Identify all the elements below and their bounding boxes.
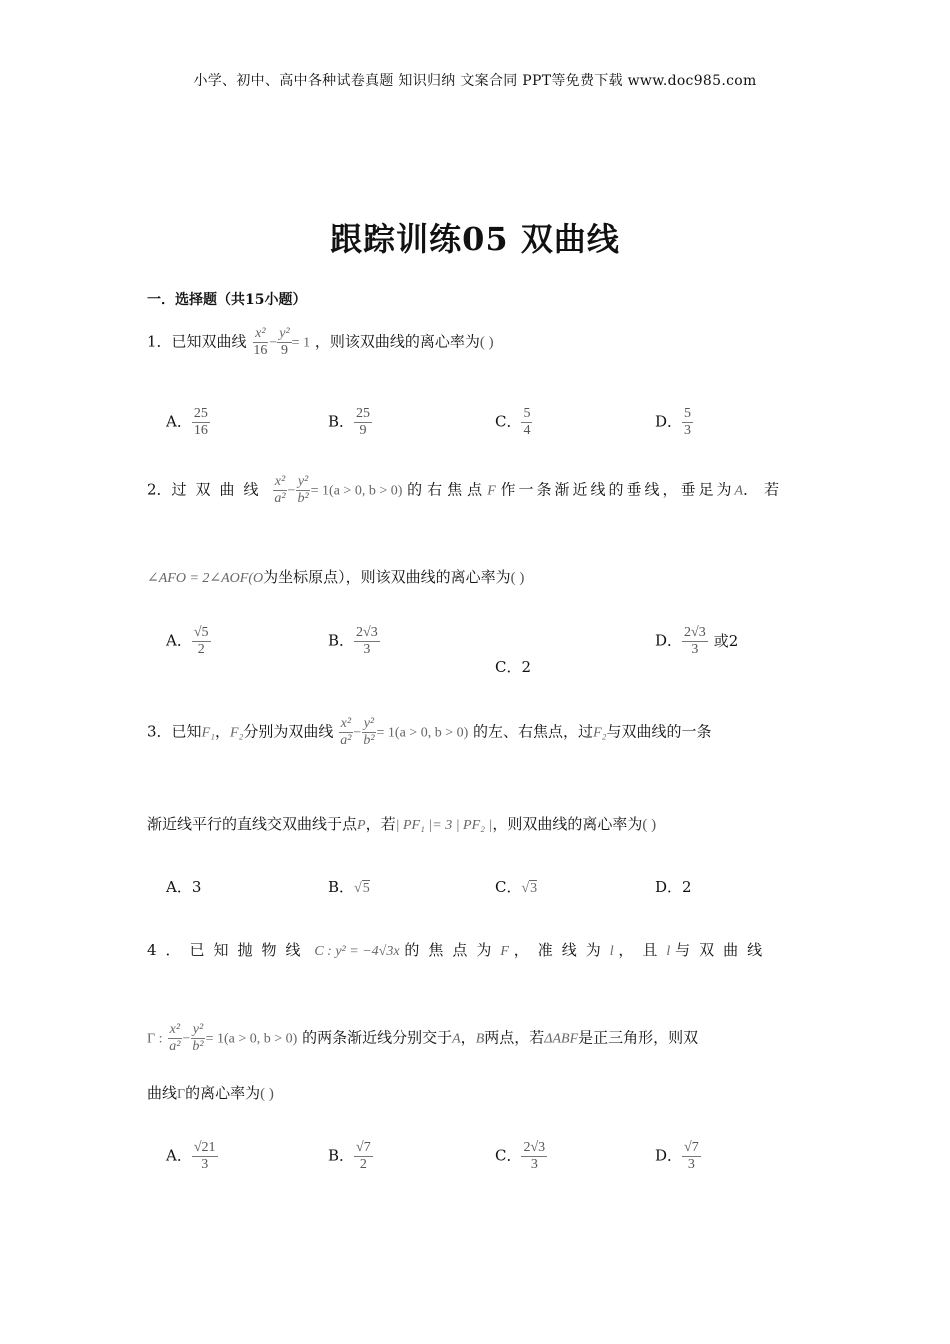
formula-x-fraction: $\frac{\text{x²}}{16}$ xyxy=(253,326,268,358)
question-number: 1． xyxy=(147,332,172,351)
question-1-stem: 1．已知双曲线 $\frac{\text{x²}}{16}$ − $\frac{\text{y²}}{9}$ = 1 ，则该双曲线的离心率为( ) xyxy=(147,326,494,358)
page-header: 小学、初中、高中各种试卷真题 知识归纳 文案合同 PPT等免费下载 www.doc985.com xyxy=(193,73,757,89)
q4-option-d[interactable]: D． $\frac{√7}{3}$ xyxy=(655,1140,699,1172)
question-number: 4． xyxy=(147,941,190,959)
q1-option-c[interactable]: C． $\frac{5}{4}$ xyxy=(495,406,531,438)
formula-y-fraction: $\frac{\text{y²}}{9}$ xyxy=(279,326,290,358)
q3-option-a[interactable]: A．3 xyxy=(166,878,202,896)
question-4-stem-line1: 4．已知抛物线 C : y² = −4√3x 的焦点为F ，准线为l ，且l 与双曲线 xyxy=(147,941,772,959)
question-2-stem-line1: 2．过双曲线 $\frac{\text{x²}}{\text{a²}}$ − $\frac{\text{y²}}{\text{b²}}$ = 1(a > 0, b > 0) 的右焦点F 作一条渐近线的垂线，垂足为A．若 xyxy=(147,474,786,506)
q2-option-d[interactable]: D． $\frac{2√3}{3}$ 或2 xyxy=(655,625,739,657)
question-number: 2． xyxy=(147,480,172,499)
answer-blank: ( ) xyxy=(479,334,494,351)
q4-option-b[interactable]: B． $\frac{√7}{2}$ xyxy=(328,1140,371,1172)
q1-option-b[interactable]: B． $\frac{25}{9}$ xyxy=(328,406,371,438)
q1-option-a[interactable]: A． $\frac{25}{16}$ xyxy=(166,406,208,438)
question-3-stem-line2: 渐近线平行的直线交双曲线于点P，若| PF₁ |= 3 | PF₂ |，则双曲线的离心率为( ) xyxy=(147,815,657,833)
q3-option-c[interactable]: C．√3 xyxy=(495,878,538,896)
q3-option-d[interactable]: D．2 xyxy=(655,878,692,896)
answer-blank: ( ) xyxy=(260,1086,274,1102)
section-heading: 一．选择题（共15小题） xyxy=(147,292,307,308)
question-2-stem-line2: ∠AFO = 2∠AOF(O为坐标原点），则该双曲线的离心率为( ) xyxy=(147,568,525,586)
q1-option-d[interactable]: D． $\frac{5}{3}$ xyxy=(655,406,692,438)
q2-option-c[interactable]: C．2 xyxy=(495,658,532,676)
q2-option-b[interactable]: B． $\frac{2√3}{3}$ xyxy=(328,625,378,657)
question-4-stem-line3: 曲线Γ的离心率为( ) xyxy=(147,1084,274,1102)
q4-option-c[interactable]: C． $\frac{2√3}{3}$ xyxy=(495,1140,546,1172)
q4-option-a[interactable]: A． $\frac{√21}{3}$ xyxy=(166,1140,216,1172)
answer-blank: ( ) xyxy=(510,570,525,586)
page-title: 跟踪训练05 双曲线 xyxy=(330,220,620,258)
q2-option-a[interactable]: A． $\frac{√5}{2}$ xyxy=(166,625,209,657)
answer-blank: ( ) xyxy=(642,817,657,833)
question-number: 3． xyxy=(147,722,172,741)
question-4-stem-line2: Γ : $\frac{\text{x²}}{\text{a²}}$ − $\frac{\text{y²}}{\text{b²}}$ = 1(a > 0, b > 0) 的两条渐近线分别交于A，B两点，若ΔABF是正三角形，则双 xyxy=(147,1022,699,1054)
question-3-stem-line1: 3．已知F₁，F₂分别为双曲线 $\frac{\text{x²}}{\text{a²}}$ − $\frac{\text{y²}}{\text{b²}}$ = 1(a > 0, b > 0) 的左、右焦点，过F₂与双曲线的一条 xyxy=(147,716,712,748)
q3-option-b[interactable]: B．√5 xyxy=(328,878,370,896)
